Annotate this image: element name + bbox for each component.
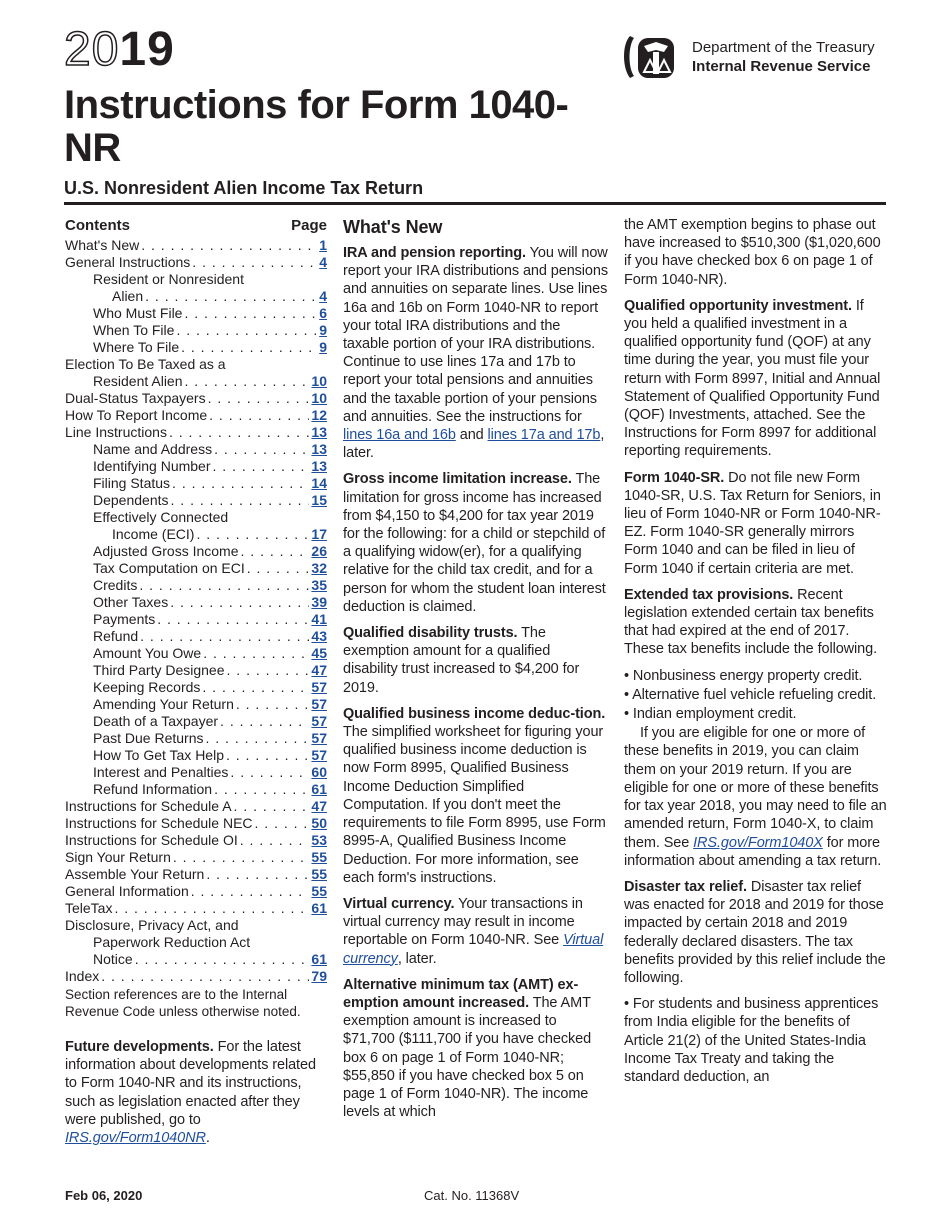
- dot-leader: [234, 798, 310, 815]
- toc-page-link[interactable]: 4: [319, 254, 327, 270]
- toc-entry-label: Election To Be Taxed as a: [65, 356, 226, 372]
- dot-leader: [196, 526, 309, 543]
- whats-new-column-2: [624, 216, 888, 1087]
- toc-page-link[interactable]: 9: [319, 322, 327, 338]
- toc-entry[interactable]: [65, 441, 327, 458]
- paragraph: [624, 469, 888, 578]
- toc-entry-label: Effectively Connected: [93, 509, 229, 525]
- toc-entry-line: [65, 288, 327, 305]
- toc-entry-line: [65, 560, 327, 577]
- toc-entry-line: [65, 390, 327, 407]
- table-of-contents: [65, 216, 327, 1020]
- dot-leader: [206, 730, 310, 747]
- toc-entry[interactable]: [65, 271, 327, 305]
- dot-leader: [170, 594, 309, 611]
- toc-entry-label-line: [65, 356, 327, 373]
- dot-leader: [220, 713, 309, 730]
- toc-entry-label: Assemble Your Return: [65, 866, 205, 882]
- toc-entry[interactable]: [65, 883, 327, 900]
- toc-entry-label: Dependents: [93, 492, 169, 508]
- dot-leader: [172, 475, 309, 492]
- toc-entry[interactable]: [65, 611, 327, 628]
- toc-entry-line: [65, 849, 327, 866]
- paragraph: [624, 995, 888, 1086]
- paragraph-text: , later.: [397, 950, 437, 967]
- toc-entry-line: [65, 679, 327, 696]
- toc-entry[interactable]: [65, 645, 327, 662]
- paragraph-text: .: [205, 1130, 210, 1147]
- toc-entry[interactable]: [65, 917, 327, 968]
- toc-page-link[interactable]: 13: [311, 424, 327, 440]
- toc-entry-line: [65, 713, 327, 730]
- link[interactable]: IRS.gov/Form1040NR: [65, 1130, 206, 1147]
- paragraph: [624, 667, 888, 685]
- toc-page-link[interactable]: 47: [311, 662, 327, 678]
- toc-entry-line: [65, 645, 327, 662]
- toc-entry-label: Refund: [93, 628, 139, 644]
- toc-entry-line: [65, 305, 327, 322]
- toc-entry-label: What's New: [65, 237, 140, 253]
- toc-entry-line: [65, 254, 327, 271]
- toc-entry-label: Index: [65, 968, 100, 984]
- dot-leader: [230, 764, 309, 781]
- paragraph-text: Disaster tax relief was enacted for 2018 and 2019 for those impacted by certain 2018 and 2019 federally declared disasters. The tax benefits provided by this relief include the following.: [624, 878, 886, 986]
- dot-leader: [139, 577, 309, 594]
- dot-leader: [236, 696, 310, 713]
- toc-page-link[interactable]: 10: [311, 373, 327, 389]
- dot-leader: [227, 662, 310, 679]
- toc-entry[interactable]: [65, 322, 327, 339]
- toc-page-link[interactable]: 57: [311, 713, 327, 729]
- toc-entry-label: Payments: [93, 611, 156, 627]
- toc-entry-label: Who Must File: [93, 305, 183, 321]
- toc-entry-line: [65, 441, 327, 458]
- toc-entry[interactable]: [65, 900, 327, 917]
- toc-entry-label-line: [65, 509, 327, 526]
- toc-entry-label: Instructions for Schedule A: [65, 798, 232, 814]
- paragraph-heading: Disaster tax relief.: [624, 878, 747, 895]
- toc-entry[interactable]: [65, 866, 327, 883]
- toc-header: Contents Page: [65, 217, 327, 234]
- paragraph-text: For the latest information about developments related to Form 1040-NR and its instructions, such as legislation enacted after they were published, go to: [65, 1039, 316, 1128]
- toc-entry-label: Other Taxes: [93, 594, 169, 610]
- toc-entry-label: Where To File: [93, 339, 180, 355]
- dot-leader: [214, 441, 309, 458]
- toc-page-link[interactable]: 35: [311, 577, 327, 593]
- toc-entry[interactable]: [65, 390, 327, 407]
- toc-page-link[interactable]: 1: [319, 237, 327, 253]
- dot-leader: [213, 458, 310, 475]
- toc-entry-label: Death of a Taxpayer: [93, 713, 219, 729]
- toc-page-link[interactable]: 55: [311, 883, 327, 899]
- paragraph-text: The limitation for gross income has increased from $4,150 to $4,200 for tax year 2019 for the following: for a child or stepchild of a qualifying widow(er), for a qualifying relative for the child tax credit, and for a person for whom the student loan interest deduction is claimed.: [343, 471, 606, 615]
- toc-entry-label: TeleTax: [65, 900, 113, 916]
- toc-entries: [65, 237, 327, 985]
- toc-entry-label: Name and Address: [93, 441, 213, 457]
- whats-new-heading: What's New: [343, 217, 443, 237]
- toc-entry-line: [65, 900, 327, 917]
- dot-leader: [226, 747, 309, 764]
- toc-entry-line: [65, 526, 327, 543]
- whats-new-column-1: [343, 216, 608, 1129]
- paragraph-text: for more information about amending a tax return.: [624, 834, 882, 869]
- paragraph-heading: Future developments.: [65, 1039, 214, 1055]
- paragraph: [343, 624, 608, 697]
- toc-entry-line: [65, 424, 327, 441]
- toc-entry-line: [65, 798, 327, 815]
- header-divider: [64, 202, 886, 205]
- toc-page-link[interactable]: 15: [311, 492, 327, 508]
- toc-entry-label: Line Instructions: [65, 424, 167, 440]
- paragraph-text: • For students and business apprentices from India eligible for the benefits of Article 21(2) of the United States-India Income Tax Treaty and taking the standard deduction, an: [624, 996, 879, 1085]
- toc-entry-line: [65, 832, 327, 849]
- irs-eagle-logo-icon: [620, 32, 680, 80]
- toc-page-link[interactable]: 14: [311, 475, 327, 491]
- toc-entry[interactable]: [65, 424, 327, 441]
- dot-leader: [208, 390, 310, 407]
- dot-leader: [176, 322, 317, 339]
- paragraph-text: If you are eligible for one or more of these benefits in 2019, you can claim them on your 2019 return. If you are eligible for one or more of these benefits for tax year 2018, you may need to file an amended return, Form 1040-X, to claim them. See: [624, 725, 887, 851]
- toc-entry-label: Instructions for Schedule OI: [65, 832, 238, 848]
- dot-leader: [185, 373, 310, 390]
- toc-entry[interactable]: [65, 713, 327, 730]
- toc-entry[interactable]: [65, 747, 327, 764]
- link[interactable]: Virtual currency: [343, 932, 604, 967]
- page-title: Instructions for Form 1040-NR: [64, 83, 569, 170]
- toc-entry[interactable]: [65, 458, 327, 475]
- paragraph-text: Your transactions in virtual currency may result in income reportable on Form 1040-NR. See: [343, 895, 583, 949]
- toc-entry-line: [65, 322, 327, 339]
- toc-entry-line: [65, 968, 327, 985]
- toc-entry-label: Resident or Nonresident: [93, 271, 244, 287]
- paragraph-text: The AMT exemption amount is increased to $71,700 ($111,700 if you have checked box 6 on page 1 of Form 1040-NR; $55,850 if you have checked box 5 on page 1 of Form 1040-NR). The income levels at which: [343, 994, 592, 1121]
- toc-page-link[interactable]: 61: [311, 900, 327, 916]
- paragraph: [624, 297, 888, 461]
- toc-entry-line: [65, 662, 327, 679]
- dot-leader: [241, 543, 310, 560]
- dot-leader: [255, 815, 310, 832]
- toc-page-link[interactable]: 4: [319, 288, 327, 304]
- toc-page-link[interactable]: 57: [311, 696, 327, 712]
- toc-page-link[interactable]: 60: [311, 764, 327, 780]
- paragraph: [343, 244, 608, 462]
- dot-leader: [135, 951, 310, 968]
- paragraph: [624, 686, 888, 704]
- toc-entry-label-continued: Income (ECI): [112, 526, 195, 542]
- toc-entry[interactable]: [65, 696, 327, 713]
- toc-entry[interactable]: [65, 594, 327, 611]
- toc-entry-line: [65, 373, 327, 390]
- toc-entry-label-continued: Resident Alien: [93, 373, 183, 389]
- paragraph: [343, 895, 608, 968]
- paragraph-heading: Qualified business income deduc-tion.: [343, 705, 606, 722]
- toc-page-link[interactable]: 79: [311, 968, 327, 984]
- toc-entry[interactable]: [65, 968, 327, 985]
- dot-leader: [247, 560, 310, 577]
- toc-entry-label-continued: Alien: [112, 288, 144, 304]
- paragraph: [343, 470, 608, 616]
- toc-page-link[interactable]: 26: [311, 543, 327, 559]
- toc-page-link[interactable]: 55: [311, 849, 327, 865]
- paragraph: [65, 1038, 330, 1147]
- left-column: [65, 216, 330, 1155]
- toc-entry[interactable]: [65, 628, 327, 645]
- dot-leader: [171, 492, 310, 509]
- toc-page-link[interactable]: 13: [311, 441, 327, 457]
- toc-entry-label: Credits: [93, 577, 138, 593]
- toc-entry-line: [65, 611, 327, 628]
- paragraph-heading: Gross income limitation increase.: [343, 471, 572, 488]
- toc-entry[interactable]: [65, 407, 327, 424]
- toc-page-link[interactable]: 57: [311, 730, 327, 746]
- paragraph: [624, 586, 888, 659]
- toc-entry[interactable]: [65, 543, 327, 560]
- paragraph-text: • Alternative fuel vehicle refueling credit.: [624, 686, 877, 703]
- toc-entry-label: Keeping Records: [93, 679, 201, 695]
- dot-leader: [240, 832, 310, 849]
- dot-leader: [191, 883, 310, 900]
- dot-leader: [203, 645, 309, 662]
- toc-entry[interactable]: [65, 798, 327, 815]
- toc-page-link[interactable]: 45: [311, 645, 327, 661]
- dot-leader: [206, 866, 309, 883]
- toc-entry[interactable]: [65, 662, 327, 679]
- dot-leader: [140, 628, 309, 645]
- dot-leader: [141, 237, 317, 254]
- toc-entry-line: [65, 951, 327, 968]
- toc-entry[interactable]: [65, 254, 327, 271]
- toc-entry-line: [65, 594, 327, 611]
- toc-page-link[interactable]: 39: [311, 594, 327, 610]
- toc-entry-label: Third Party Designee: [93, 662, 225, 678]
- dot-leader: [145, 288, 317, 305]
- toc-entry-line: [65, 815, 327, 832]
- toc-page-link[interactable]: 47: [311, 798, 327, 814]
- toc-page-link[interactable]: 53: [311, 832, 327, 848]
- toc-entry-line: [65, 237, 327, 254]
- link[interactable]: lines 17a and 17b: [487, 427, 601, 444]
- toc-page-link[interactable]: 50: [311, 815, 327, 831]
- toc-page-link[interactable]: 13: [311, 458, 327, 474]
- toc-page-link[interactable]: 57: [311, 679, 327, 695]
- dot-leader: [192, 254, 317, 271]
- toc-entry-label: How To Get Tax Help: [93, 747, 224, 763]
- paragraph: [343, 976, 608, 1122]
- toc-page-link[interactable]: 61: [311, 951, 327, 967]
- toc-entry-label: Disclosure, Privacy Act, and: [65, 917, 239, 933]
- dot-leader: [173, 849, 310, 866]
- dot-leader: [101, 968, 309, 985]
- toc-entry[interactable]: [65, 781, 327, 798]
- toc-entry-label: Instructions for Schedule NEC: [65, 815, 253, 831]
- toc-page-link[interactable]: 10: [311, 390, 327, 406]
- toc-entry-label-line: [65, 934, 327, 951]
- paragraph-heading: IRA and pension reporting.: [343, 245, 526, 261]
- paragraph-text: You will now report your IRA distributions and pensions and annuities on separate lines. Use lines 16a and 16b on Form 1040-NR to report your total IRA distributions and the taxable portion of your IRA distributions. Continue to use lines 17a and 17b to report your total pensions and annuities and the taxable portion of your pensions and annuities. See the instructions for: [343, 245, 609, 425]
- toc-entry[interactable]: [65, 764, 327, 781]
- paragraph-text: • Indian employment credit.: [624, 706, 797, 723]
- toc-entry-label-continued: Notice: [93, 951, 133, 967]
- toc-entry-line: [65, 628, 327, 645]
- toc-entry[interactable]: [65, 679, 327, 696]
- toc-page-link[interactable]: 17: [311, 526, 327, 542]
- toc-entry[interactable]: [65, 237, 327, 254]
- paragraph: [624, 216, 888, 289]
- paragraph-text: If you held a qualified investment in a qualified opportunity fund (QOF) at any time during the year, you must file your return with Form 8997, Initial and Annual Statement of Qualified Opportunity Fund (QOF) Investments, attached. See the Instructions for Form 8997 for additional reporting requirements.: [624, 297, 881, 460]
- paragraph: [624, 724, 888, 870]
- toc-entry-label: Tax Computation on ECI: [93, 560, 245, 576]
- toc-entry-label: Amending Your Return: [93, 696, 234, 712]
- toc-entry-label: Identifying Number: [93, 458, 211, 474]
- toc-entry-line: [65, 764, 327, 781]
- toc-entry-label: General Instructions: [65, 254, 191, 270]
- dot-leader: [202, 679, 309, 696]
- paragraph: [624, 705, 888, 723]
- toc-entry-line: [65, 543, 327, 560]
- toc-entry[interactable]: [65, 577, 327, 594]
- toc-page-link[interactable]: 32: [311, 560, 327, 576]
- toc-entry-line: [65, 475, 327, 492]
- paragraph-text: the AMT exemption begins to phase out have increased to $510,300 ($1,020,600 if you have checked box 6 on page 1 of Form 1040-NR).: [624, 217, 881, 288]
- link[interactable]: lines 16a and 16b: [343, 427, 456, 444]
- toc-page-link[interactable]: 12: [311, 407, 327, 423]
- toc-entry[interactable]: [65, 849, 327, 866]
- toc-entry[interactable]: [65, 339, 327, 356]
- paragraph-heading: Qualified opportunity investment.: [624, 297, 852, 314]
- paragraph-text: Recent legislation extended certain tax benefits that had expired at the end of 2017. These tax benefits include the following.: [624, 586, 878, 658]
- toc-entry-label: Amount You Owe: [93, 645, 202, 661]
- future-developments: [65, 1038, 330, 1147]
- toc-entry[interactable]: [65, 560, 327, 577]
- toc-entry-label: Sign Your Return: [65, 849, 171, 865]
- link[interactable]: IRS.gov/Form1040X: [693, 834, 823, 851]
- toc-entry-line: [65, 696, 327, 713]
- paragraph-text: The exemption amount for a qualified disability trust increased to $4,200 for 2019.: [343, 625, 580, 696]
- toc-entry[interactable]: [65, 475, 327, 492]
- toc-entry-label-continued: Paperwork Reduction Act: [93, 934, 251, 950]
- toc-page-link[interactable]: 9: [319, 339, 327, 355]
- toc-entry[interactable]: [65, 815, 327, 832]
- toc-entry[interactable]: [65, 492, 327, 509]
- paragraph-heading: Qualified disability trusts.: [343, 625, 518, 642]
- toc-page-link[interactable]: 61: [311, 781, 327, 797]
- toc-entry-label-line: [65, 917, 327, 934]
- dot-leader: [169, 424, 309, 441]
- tax-year: 2019: [64, 23, 175, 76]
- toc-entry[interactable]: [65, 356, 327, 390]
- toc-page-link[interactable]: 41: [311, 611, 327, 627]
- dot-leader: [181, 339, 317, 356]
- toc-entry[interactable]: [65, 509, 327, 543]
- paragraph-heading: Alternative minimum tax (AMT) ex-emption amount increased.: [343, 976, 579, 1011]
- toc-entry-line: [65, 339, 327, 356]
- catalog-number: Cat. No. 11368V: [424, 1188, 520, 1203]
- toc-entry-label-line: [65, 271, 327, 288]
- paragraph: [343, 705, 608, 887]
- toc-entry-line: [65, 577, 327, 594]
- toc-entry-label: Filing Status: [93, 475, 171, 491]
- toc-page-link[interactable]: 6: [319, 305, 327, 321]
- toc-entry-line: [65, 883, 327, 900]
- paragraph-heading: Virtual currency.: [343, 895, 455, 912]
- paragraph-heading: Form 1040-SR.: [624, 469, 725, 486]
- toc-entry-label: How To Report Income: [65, 407, 208, 423]
- toc-entry-line: [65, 747, 327, 764]
- dot-leader: [157, 611, 309, 628]
- paragraph: [624, 878, 888, 987]
- toc-entry[interactable]: [65, 730, 327, 747]
- dot-leader: [184, 305, 317, 322]
- paragraph-text: Do not file new Form 1040-SR, U.S. Tax Return for Seniors, in lieu of Form 1040-NR or Form 1040-NR-EZ. Form 1040-SR generally mirrors Form 1040 and can be filed in lieu of Form 1040 if certain criteria are met.: [624, 469, 881, 577]
- toc-entry-line: [65, 866, 327, 883]
- paragraph-text: The simplified worksheet for figuring your qualified business income deduction is now Form 8995, Qualified Business Income Deduction Simplified Computation. If you don't meet the requirements to file Form 8995, use Form 8995-A, Qualified Business Income Deduction. For more information, see each form's instructions.: [343, 724, 606, 886]
- dot-leader: [214, 781, 309, 798]
- toc-entry-label: Dual-Status Taxpayers: [65, 390, 206, 406]
- agency-name: Department of the Treasury Internal Revenue Service: [692, 39, 875, 75]
- toc-entry-line: [65, 492, 327, 509]
- page-subtitle: U.S. Nonresident Alien Income Tax Return: [64, 178, 424, 198]
- toc-page-link[interactable]: 43: [311, 628, 327, 644]
- toc-entry[interactable]: [65, 832, 327, 849]
- paragraph-text: and: [455, 427, 488, 444]
- toc-entry-label: General Information: [65, 883, 189, 899]
- toc-entry-label: Refund Information: [93, 781, 213, 797]
- dot-leader: [114, 900, 309, 917]
- toc-page-link[interactable]: 57: [311, 747, 327, 763]
- toc-entry-label: Interest and Penalties: [93, 764, 229, 780]
- toc-entry-label: Past Due Returns: [93, 730, 204, 746]
- toc-entry-label: Adjusted Gross Income: [93, 543, 239, 559]
- paragraph-heading: Extended tax provisions.: [624, 586, 794, 603]
- toc-entry-line: [65, 407, 327, 424]
- toc-entry[interactable]: [65, 305, 327, 322]
- dot-leader: [209, 407, 309, 424]
- toc-entry-line: [65, 458, 327, 475]
- toc-entry-line: [65, 730, 327, 747]
- toc-entry-label: When To File: [93, 322, 175, 338]
- paragraph-text: • Nonbusiness energy property credit.: [624, 667, 863, 684]
- paragraph-text: , later.: [343, 427, 605, 462]
- revision-date: Feb 06, 2020: [65, 1188, 143, 1203]
- toc-entry-line: [65, 781, 327, 798]
- toc-note: Section references are to the Internal Revenue Code unless otherwise noted.: [65, 987, 301, 1019]
- toc-page-link[interactable]: 55: [311, 866, 327, 882]
